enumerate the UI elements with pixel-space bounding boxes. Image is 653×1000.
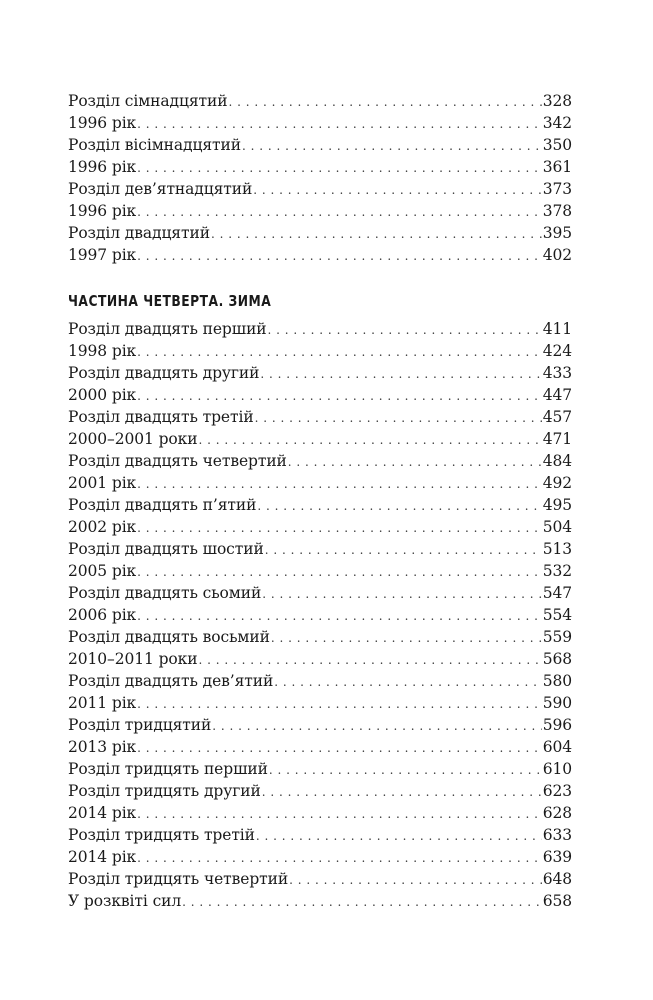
toc-entry bbox=[68, 340, 572, 362]
toc-entry bbox=[68, 362, 572, 384]
toc-entry bbox=[68, 890, 572, 912]
toc-entry bbox=[68, 384, 572, 406]
dot-leader bbox=[271, 627, 542, 649]
toc-entry-page-number: 495 bbox=[542, 496, 572, 514]
toc-entry bbox=[68, 178, 572, 200]
dot-leader bbox=[137, 605, 542, 627]
toc-entry-page-number: 492 bbox=[542, 474, 572, 492]
dot-leader bbox=[137, 473, 542, 495]
dot-leader bbox=[137, 245, 542, 267]
toc-entry-title: 2011 рік bbox=[68, 694, 137, 712]
dot-leader bbox=[137, 561, 542, 583]
toc-entry bbox=[68, 318, 572, 340]
toc-entry bbox=[68, 406, 572, 428]
toc-entry-page-number: 658 bbox=[542, 892, 572, 910]
toc-entry-title: 2014 рік bbox=[68, 848, 137, 866]
toc-entry bbox=[68, 428, 572, 450]
toc-entry-page-number: 395 bbox=[542, 224, 572, 242]
toc-entry bbox=[68, 516, 572, 538]
toc-entry bbox=[68, 112, 572, 134]
dot-leader bbox=[262, 781, 542, 803]
toc-entry-title: 2005 рік bbox=[68, 562, 137, 580]
toc-entry-page-number: 373 bbox=[542, 180, 572, 198]
toc-entry bbox=[68, 604, 572, 626]
dot-leader bbox=[137, 737, 542, 759]
toc-entry-title: 1997 рік bbox=[68, 246, 137, 264]
toc-entry-title: 2002 рік bbox=[68, 518, 137, 536]
toc-entry-title: 2013 рік bbox=[68, 738, 137, 756]
toc-entry-page-number: 648 bbox=[542, 870, 572, 888]
toc-entry bbox=[68, 472, 572, 494]
toc-entry-page-number: 411 bbox=[542, 320, 572, 338]
toc-entry-page-number: 628 bbox=[542, 804, 572, 822]
toc-entry-page-number: 457 bbox=[542, 408, 572, 426]
toc-entry bbox=[68, 222, 572, 244]
toc-entry-page-number: 596 bbox=[542, 716, 572, 734]
dot-leader bbox=[137, 341, 542, 363]
dot-leader bbox=[242, 135, 542, 157]
table-of-contents bbox=[68, 90, 572, 912]
dot-leader bbox=[198, 429, 541, 451]
toc-entry-page-number: 433 bbox=[542, 364, 572, 382]
toc-entry-title: 2006 рік bbox=[68, 606, 137, 624]
part-heading: ЧАСТИНА ЧЕТВЕРТА. ЗИМА bbox=[68, 292, 272, 310]
dot-leader bbox=[268, 319, 542, 341]
toc-entry bbox=[68, 846, 572, 868]
dot-leader bbox=[255, 407, 542, 429]
toc-entry-page-number: 547 bbox=[542, 584, 572, 602]
toc-entry-page-number: 604 bbox=[542, 738, 572, 756]
toc-entry-title: Розділ сімнадцятий bbox=[68, 92, 228, 110]
toc-entry-page-number: 623 bbox=[542, 782, 572, 800]
toc-entry-title: Розділ двадцять третій bbox=[68, 408, 254, 426]
toc-entry-title: Розділ дев’ятнадцятий bbox=[68, 180, 253, 198]
toc-entry-page-number: 361 bbox=[542, 158, 572, 176]
toc-entry-page-number: 424 bbox=[542, 342, 572, 360]
dot-leader bbox=[137, 113, 542, 135]
toc-entry-title: Розділ тридцять перший bbox=[68, 760, 268, 778]
toc-entry-title: Розділ тридцятий bbox=[68, 716, 212, 734]
toc-entry-title: Розділ тридцять другий bbox=[68, 782, 261, 800]
toc-entry-title: 1996 рік bbox=[68, 158, 137, 176]
toc-entry bbox=[68, 244, 572, 266]
toc-entry-page-number: 504 bbox=[542, 518, 572, 536]
toc-entry-title: 2001 рік bbox=[68, 474, 137, 492]
toc-entry-title: Розділ двадцять п’ятий bbox=[68, 496, 257, 514]
toc-entry-title: Розділ вісімнадцятий bbox=[68, 136, 241, 154]
dot-leader bbox=[137, 157, 542, 179]
toc-entry-title: Розділ двадцять восьмий bbox=[68, 628, 270, 646]
dot-leader bbox=[288, 451, 542, 473]
toc-entry bbox=[68, 802, 572, 824]
dot-leader bbox=[137, 201, 542, 223]
toc-section-1 bbox=[68, 90, 572, 266]
toc-entry bbox=[68, 538, 572, 560]
toc-entry bbox=[68, 200, 572, 222]
toc-entry-title: Розділ двадцять дев’ятий bbox=[68, 672, 274, 690]
dot-leader bbox=[257, 495, 541, 517]
toc-entry bbox=[68, 582, 572, 604]
toc-entry-title: 2000 рік bbox=[68, 386, 137, 404]
toc-entry-title: 2000–2001 роки bbox=[68, 430, 198, 448]
toc-entry bbox=[68, 692, 572, 714]
toc-entry-title: 2014 рік bbox=[68, 804, 137, 822]
dot-leader bbox=[253, 179, 541, 201]
toc-entry-title: 1996 рік bbox=[68, 202, 137, 220]
dot-leader bbox=[274, 671, 541, 693]
toc-entry bbox=[68, 758, 572, 780]
dot-leader bbox=[137, 517, 542, 539]
toc-entry-title: 1996 рік bbox=[68, 114, 137, 132]
toc-entry-page-number: 559 bbox=[542, 628, 572, 646]
toc-entry bbox=[68, 450, 572, 472]
toc-entry-page-number: 402 bbox=[542, 246, 572, 264]
dot-leader bbox=[211, 223, 542, 245]
toc-entry-page-number: 471 bbox=[542, 430, 572, 448]
dot-leader bbox=[182, 891, 542, 913]
toc-entry-page-number: 513 bbox=[542, 540, 572, 558]
toc-entry-page-number: 639 bbox=[542, 848, 572, 866]
dot-leader bbox=[262, 583, 542, 605]
dot-leader bbox=[265, 539, 542, 561]
toc-entry bbox=[68, 560, 572, 582]
toc-entry bbox=[68, 824, 572, 846]
toc-entry-page-number: 554 bbox=[542, 606, 572, 624]
dot-leader bbox=[260, 363, 541, 385]
dot-leader bbox=[212, 715, 541, 737]
toc-entry-page-number: 447 bbox=[542, 386, 572, 404]
toc-entry bbox=[68, 134, 572, 156]
toc-entry-page-number: 568 bbox=[542, 650, 572, 668]
toc-entry-page-number: 633 bbox=[542, 826, 572, 844]
dot-leader bbox=[289, 869, 542, 891]
toc-section-2 bbox=[68, 318, 572, 912]
toc-entry bbox=[68, 156, 572, 178]
dot-leader bbox=[137, 693, 542, 715]
toc-entry-title: Розділ двадцять сьомий bbox=[68, 584, 262, 602]
dot-leader bbox=[198, 649, 541, 671]
toc-entry-title: 1998 рік bbox=[68, 342, 137, 360]
toc-entry bbox=[68, 868, 572, 890]
toc-entry bbox=[68, 670, 572, 692]
toc-entry-page-number: 580 bbox=[542, 672, 572, 690]
toc-entry-page-number: 342 bbox=[542, 114, 572, 132]
toc-entry bbox=[68, 736, 572, 758]
toc-entry bbox=[68, 714, 572, 736]
dot-leader bbox=[256, 825, 542, 847]
toc-entry-title: Розділ двадцять четвертий bbox=[68, 452, 287, 470]
toc-entry-title: Розділ двадцятий bbox=[68, 224, 210, 242]
toc-entry-title: У розквіті сил bbox=[68, 892, 182, 910]
toc-entry-page-number: 484 bbox=[542, 452, 572, 470]
toc-entry-title: Розділ тридцять третій bbox=[68, 826, 255, 844]
toc-entry bbox=[68, 780, 572, 802]
dot-leader bbox=[269, 759, 542, 781]
dot-leader bbox=[137, 385, 542, 407]
toc-entry-title: Розділ двадцять шостий bbox=[68, 540, 264, 558]
toc-entry-page-number: 532 bbox=[542, 562, 572, 580]
toc-entry-page-number: 378 bbox=[542, 202, 572, 220]
toc-entry bbox=[68, 648, 572, 670]
dot-leader bbox=[228, 91, 541, 113]
toc-entry bbox=[68, 90, 572, 112]
toc-entry-title: Розділ двадцять другий bbox=[68, 364, 260, 382]
toc-entry-page-number: 590 bbox=[542, 694, 572, 712]
dot-leader bbox=[137, 803, 542, 825]
toc-entry-page-number: 350 bbox=[542, 136, 572, 154]
toc-entry-title: Розділ двадцять перший bbox=[68, 320, 267, 338]
toc-entry-page-number: 610 bbox=[542, 760, 572, 778]
toc-entry bbox=[68, 626, 572, 648]
toc-entry-title: 2010–2011 роки bbox=[68, 650, 198, 668]
dot-leader bbox=[137, 847, 542, 869]
toc-entry-title: Розділ тридцять четвертий bbox=[68, 870, 289, 888]
toc-entry-page-number: 328 bbox=[542, 92, 572, 110]
toc-entry bbox=[68, 494, 572, 516]
